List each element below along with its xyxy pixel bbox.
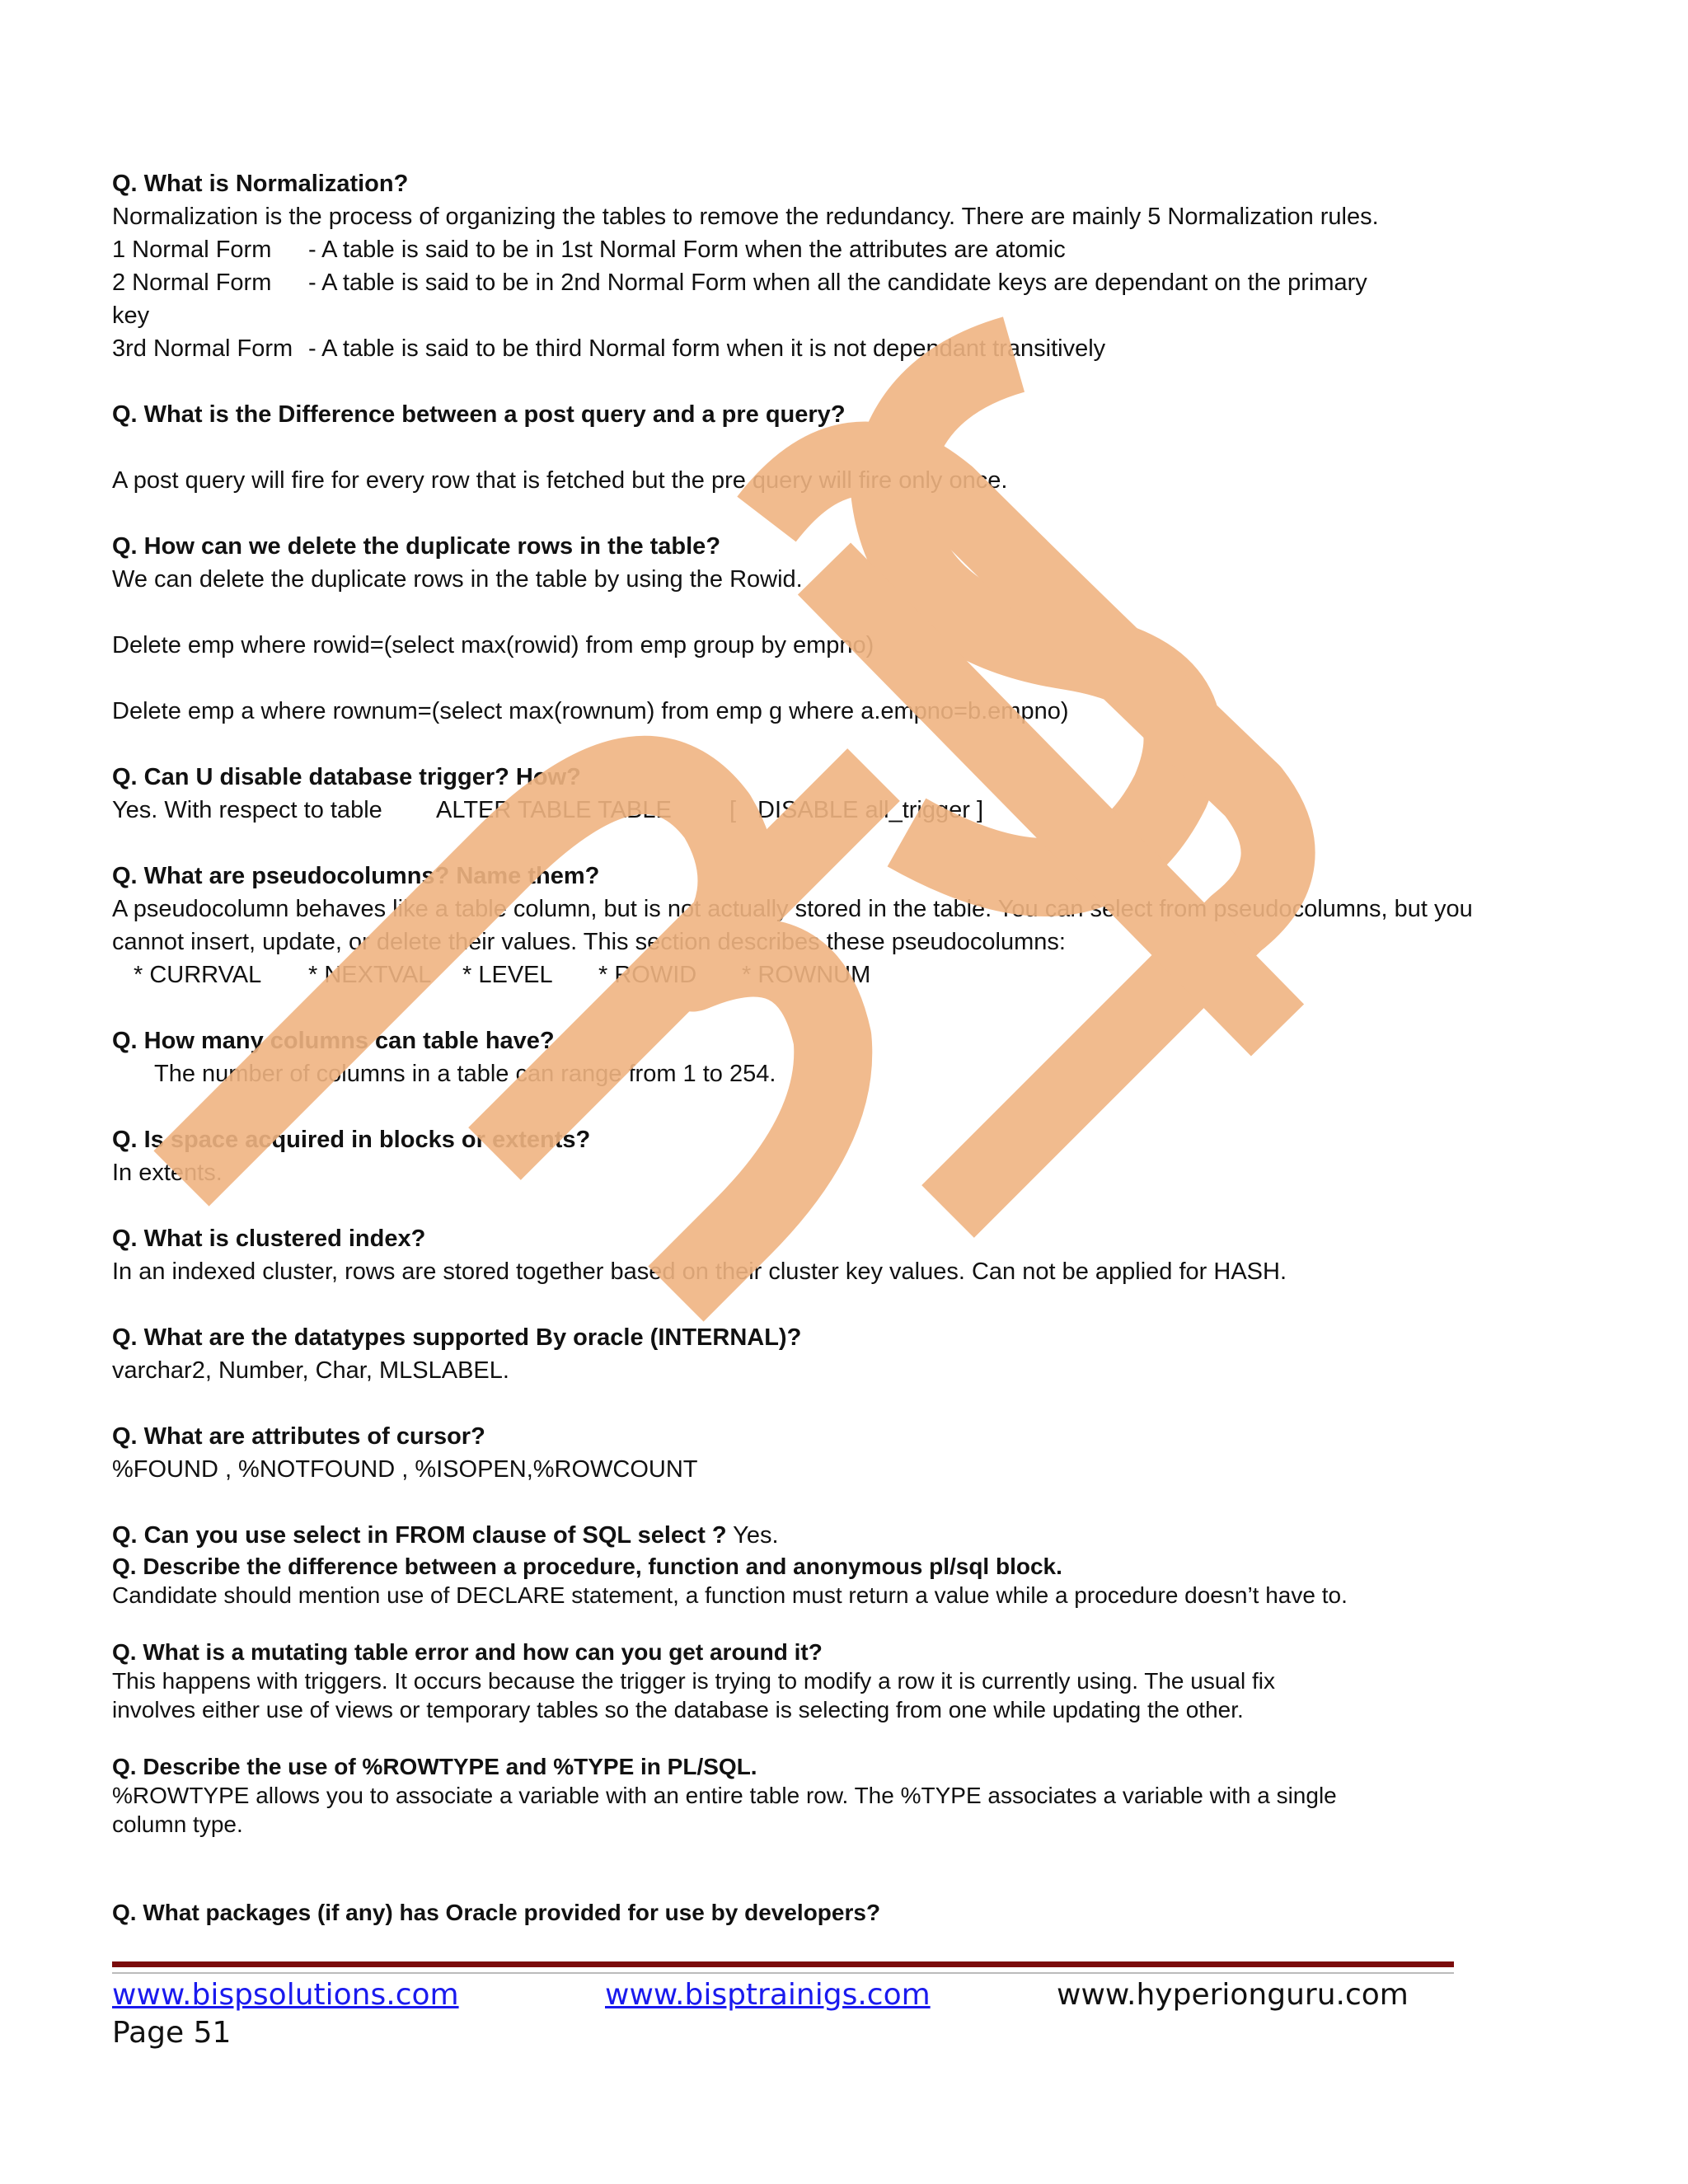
- answer-normalization: Normalization is the process of organizing the tables to remove the redundancy. There are mainly 5 Normalization rules.: [112, 204, 1379, 230]
- answer-cursor: %FOUND , %NOTFOUND , %ISOPEN,%ROWCOUNT: [112, 1456, 698, 1483]
- question-clustered: Q. What is clustered index?: [112, 1226, 426, 1252]
- pseudocolumn-item: * ROWNUM: [742, 962, 871, 988]
- normal-form-rule: [112, 332, 1563, 365]
- rule-desc: - A table is said to be in 2nd Normal Form when all the candidate keys are dependant on the primary: [308, 269, 1367, 296]
- page-number: Page 51: [112, 2016, 232, 2050]
- answer-duplicates: We can delete the duplicate rows in the table by using the Rowid.: [112, 566, 803, 593]
- answer-postquery: A post query will fire for every row that is fetched but the pre query will fire only once.: [112, 467, 1008, 494]
- pseudocolumn-item: * CURRVAL: [134, 962, 262, 988]
- qa-select-from: [112, 1519, 1563, 1552]
- rule-desc: - A table is said to be in 1st Normal Form when the attributes are atomic: [308, 237, 1066, 263]
- answer-rowtype-line2: column type.: [112, 1811, 243, 1837]
- answer-trigger: [112, 794, 1563, 827]
- question-datatypes: Q. What are the datatypes supported By oracle (INTERNAL)?: [112, 1324, 802, 1351]
- footer-divider-thin: [112, 1972, 1454, 1974]
- pseudocolumn-item: * ROWID: [598, 962, 697, 988]
- pseudocolumn-item: * LEVEL: [462, 962, 553, 988]
- answer-select-from: Yes.: [726, 1522, 779, 1549]
- answer-procedure: Candidate should mention use of DECLARE statement, a function must return a value while a procedure doesn’t have to.: [112, 1582, 1348, 1608]
- question-space: Q. Is space acquired in blocks or extents?: [112, 1127, 591, 1153]
- answer-pseudocolumns-line1: A pseudocolumn behaves like a table column, but is not actually stored in the table. You can select from pseudocolumns, but you: [112, 896, 1473, 922]
- answer-trigger-part: [: [729, 797, 737, 823]
- normal-form-rule: [112, 266, 1563, 299]
- answer-datatypes: varchar2, Number, Char, MLSLABEL.: [112, 1357, 509, 1384]
- question-mutating: Q. What is a mutating table error and how can you get around it?: [112, 1639, 823, 1665]
- rule-desc: - A table is said to be third Normal form when it is not dependant transitively: [308, 335, 1106, 362]
- answer-trigger-part: Yes. With respect to table: [112, 797, 382, 823]
- question-cursor: Q. What are attributes of cursor?: [112, 1423, 485, 1450]
- footer-link-bispsolutions[interactable]: www.bispsolutions.com: [112, 1978, 459, 2012]
- pseudocolumn-list: [112, 958, 1563, 991]
- answer-trigger-part: ALTER TABLE TABLE: [436, 797, 672, 823]
- footer-text-hyperionguru: www.hyperionguru.com: [1057, 1978, 1409, 2012]
- question-select-from: Q. Can you use select in FROM clause of SQL select ?: [112, 1522, 727, 1549]
- question-postquery: Q. What is the Difference between a post query and a pre query?: [112, 401, 846, 428]
- answer-clustered: In an indexed cluster, rows are stored together based on their cluster key values. Can not be applied for HASH.: [112, 1258, 1287, 1285]
- answer-mutating-line1: This happens with triggers. It occurs because the trigger is trying to modify a row it is currently using. The usual fix: [112, 1668, 1275, 1694]
- answer-mutating-line2: involves either use of views or temporary tables so the database is selecting from one while updating the other.: [112, 1697, 1244, 1722]
- rule-form: 1 Normal Form: [112, 237, 272, 263]
- question-trigger: Q. Can U disable database trigger? How?: [112, 764, 581, 790]
- answer-rowtype-line1: %ROWTYPE allows you to associate a variable with an entire table row. The %TYPE associates a variable with a single: [112, 1783, 1337, 1808]
- page-content: [112, 167, 1563, 1927]
- answer-columns: The number of columns in a table can range from 1 to 254.: [154, 1061, 776, 1087]
- sql-example-2: Delete emp a where rownum=(select max(rownum) from emp g where a.empno=b.empno): [112, 698, 1069, 724]
- rule-wrap-text: key: [112, 302, 150, 329]
- answer-pseudocolumns-line2: cannot insert, update, or delete their values. This section describes these pseudocolumns:: [112, 929, 1066, 955]
- question-normalization: Q. What is Normalization?: [112, 171, 409, 197]
- question-packages: Q. What packages (if any) has Oracle provided for use by developers?: [112, 1900, 881, 1925]
- footer-divider: [112, 1961, 1454, 1967]
- pseudocolumn-item: * NEXTVAL: [308, 962, 432, 988]
- sql-example-1: Delete emp where rowid=(select max(rowid) from emp group by empno): [112, 632, 874, 658]
- normal-form-rule: [112, 233, 1563, 266]
- question-duplicates: Q. How can we delete the duplicate rows in the table?: [112, 533, 721, 560]
- question-procedure: Q. Describe the difference between a procedure, function and anonymous pl/sql block.: [112, 1554, 1062, 1579]
- question-rowtype: Q. Describe the use of %ROWTYPE and %TYPE in PL/SQL.: [112, 1754, 757, 1779]
- answer-trigger-part: DISABLE all_trigger ]: [757, 797, 984, 823]
- rule-form: 2 Normal Form: [112, 269, 272, 296]
- rule-form: 3rd Normal Form: [112, 335, 293, 362]
- question-columns: Q. How many columns can table have?: [112, 1028, 555, 1054]
- footer-link-bisptrainigs[interactable]: www.bisptrainigs.com: [605, 1978, 931, 2012]
- answer-space: In extents.: [112, 1160, 223, 1186]
- question-pseudocolumns: Q. What are pseudocolumns? Name them?: [112, 863, 600, 889]
